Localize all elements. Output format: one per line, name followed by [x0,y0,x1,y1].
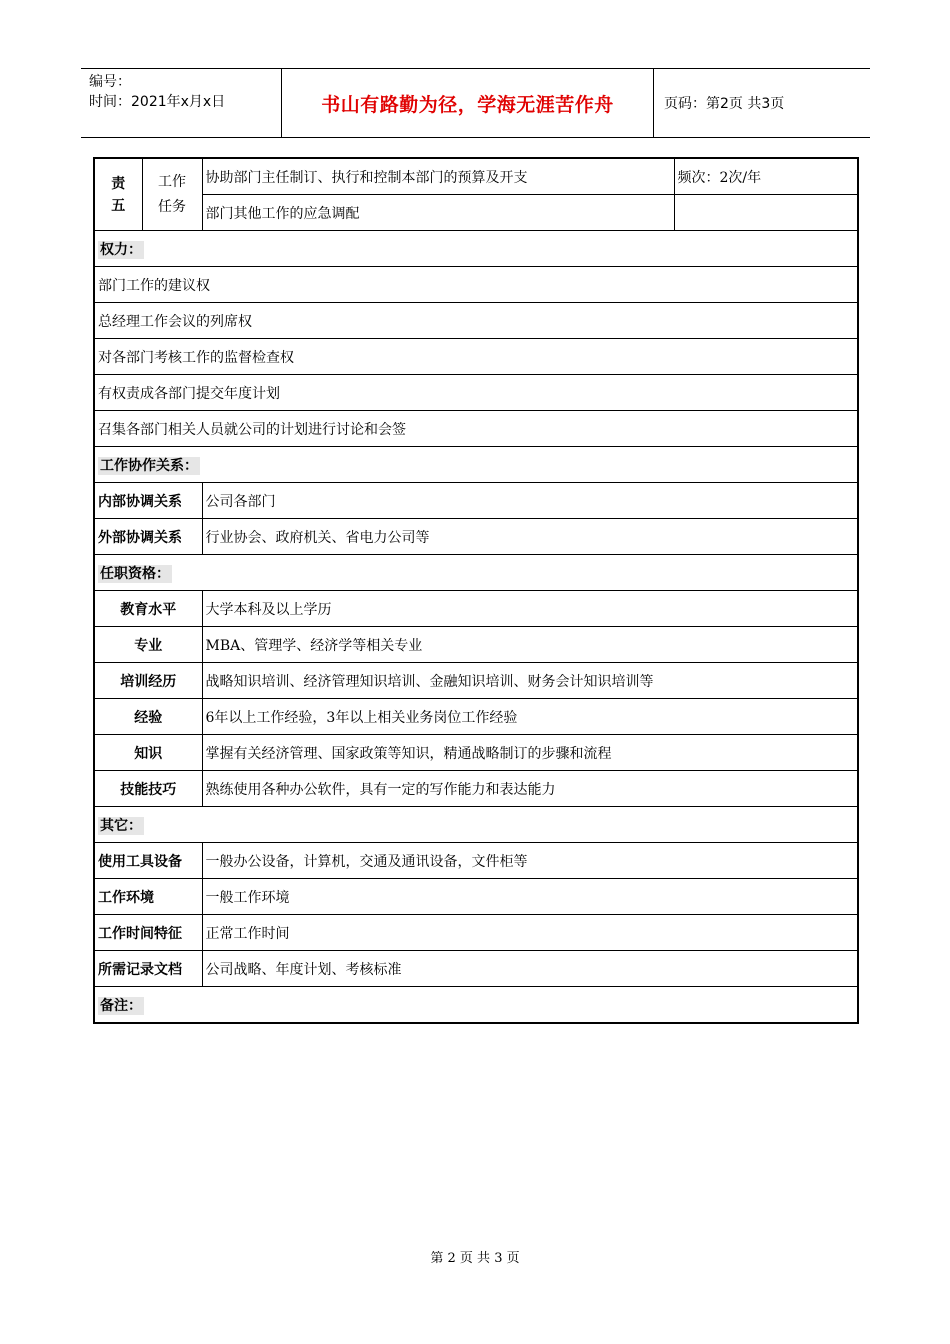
relation-row [94,519,858,555]
relation-label: 外部协调关系 [94,519,202,555]
section-powers [94,231,858,267]
qualification-value: 战略知识培训、经济管理知识培训、金融知识培训、财务会计知识培训等 [202,663,858,699]
duty-row-1 [94,158,858,195]
duty-frequency-1: 频次：2次/年 [674,158,858,195]
section-title-qualifications: 任职资格： [100,565,170,582]
qualification-label: 专业 [94,627,202,663]
duty-task-2: 部门其他工作的应急调配 [202,195,674,231]
qualification-row [94,699,858,735]
other-label: 工作时间特征 [94,915,202,951]
section-others [94,807,858,843]
job-description-table [93,157,859,1024]
qualification-row [94,771,858,807]
section-title-others: 其它： [100,817,142,834]
header-slogan: 书山有路勤为径，学海无涯苦作舟 [282,69,654,137]
other-row [94,843,858,879]
qualification-label: 教育水平 [94,591,202,627]
power-item: 对各部门考核工作的监督检查权 [94,339,858,375]
qualification-row [94,663,858,699]
power-item: 总经理工作会议的列席权 [94,303,858,339]
other-label: 工作环境 [94,879,202,915]
time-label: 时间：2021年x月x日 [89,94,226,110]
other-row [94,915,858,951]
power-item: 部门工作的建议权 [94,267,858,303]
section-qualifications [94,555,858,591]
qualification-value: 掌握有关经济管理、国家政策等知识，精通战略制订的步骤和流程 [202,735,858,771]
power-item: 有权责成各部门提交年度计划 [94,375,858,411]
page-footer: 第 2 页 共 3 页 [430,1251,520,1266]
relation-label: 内部协调关系 [94,483,202,519]
duty-subtitle: 工作任务 [142,158,202,231]
number-label: 编号： [89,74,131,90]
qualification-label: 技能技巧 [94,771,202,807]
section-title-relations: 工作协作关系： [100,457,198,474]
qualification-value: 大学本科及以上学历 [202,591,858,627]
page-header [81,68,870,138]
qualification-value: MBA、管理学、经济学等相关专业 [202,627,858,663]
qualification-label: 经验 [94,699,202,735]
other-row [94,879,858,915]
duty-row-2 [94,195,858,231]
relation-value: 公司各部门 [202,483,858,519]
qualification-label: 培训经历 [94,663,202,699]
qualification-label: 知识 [94,735,202,771]
other-label: 所需记录文档 [94,951,202,987]
other-value: 一般办公设备，计算机，交通及通讯设备，文件柜等 [202,843,858,879]
power-item: 召集各部门相关人员就公司的计划进行讨论和会签 [94,411,858,447]
relation-row [94,483,858,519]
qualification-value: 6年以上工作经验，3年以上相关业务岗位工作经验 [202,699,858,735]
other-row [94,951,858,987]
qualification-row [94,591,858,627]
duty-title: 责五 [94,158,142,231]
duty-frequency-2 [674,195,858,231]
section-title-notes: 备注： [100,997,142,1014]
header-page-label: 页码：第2页 共3页 [664,96,785,112]
relation-value: 行业协会、政府机关、省电力公司等 [202,519,858,555]
section-notes [94,987,858,1024]
other-value: 正常工作时间 [202,915,858,951]
header-meta [81,69,282,137]
other-label: 使用工具设备 [94,843,202,879]
section-relations [94,447,858,483]
qualification-value: 熟练使用各种办公软件，具有一定的写作能力和表达能力 [202,771,858,807]
qualification-row [94,627,858,663]
section-title-powers: 权力： [100,241,142,258]
other-value: 一般工作环境 [202,879,858,915]
duty-task-1: 协助部门主任制订、执行和控制本部门的预算及开支 [202,158,674,195]
other-value: 公司战略、年度计划、考核标准 [202,951,858,987]
qualification-row [94,735,858,771]
